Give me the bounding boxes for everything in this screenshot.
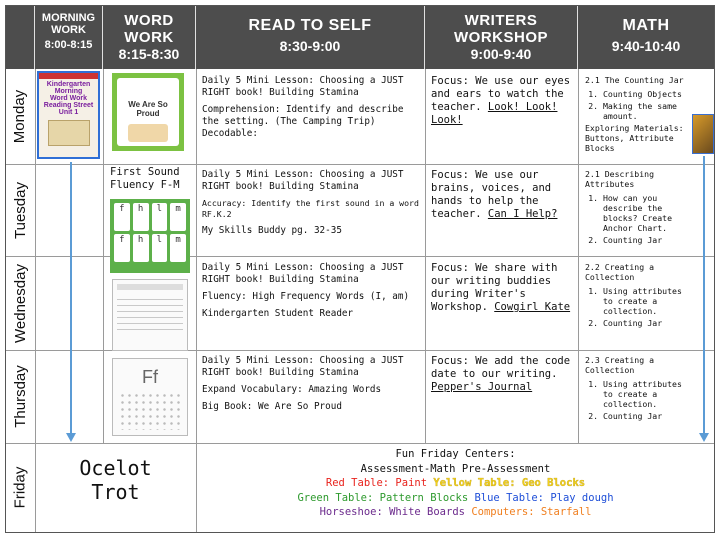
- worksheet-letter: Ff: [142, 367, 158, 387]
- writers-book-link[interactable]: Pepper's Journal: [431, 381, 533, 393]
- letter-card: m: [170, 234, 186, 262]
- math-book-image: [692, 114, 714, 154]
- read-to-self-wednesday: Daily 5 Mini Lesson: Choosing a JUST RIGHT book! Building Stamina Fluency: High Frequency Words (I, am) Kindergarten Student Reader: [202, 262, 410, 319]
- center-yellow-table: Yellow Table: Geo Blocks: [433, 477, 586, 489]
- center-green-table: Green Table: Pattern Blocks: [297, 491, 469, 504]
- read-to-self-tuesday: Daily 5 Mini Lesson: Choosing a JUST RIGHT book! Building Stamina Accuracy: Identify the first sound in a word RF.K.2 My Skills Buddy pg. 32-35: [202, 169, 419, 236]
- friday-event: Ocelot Trot: [79, 456, 152, 504]
- header-math-title: MATH: [622, 17, 670, 34]
- header-writers-title: WRITERS WORKSHOP: [454, 12, 548, 46]
- word-work-book-title: We Are So Proud: [128, 100, 168, 118]
- letter-card: m: [170, 203, 186, 231]
- header-corner: [6, 6, 35, 69]
- center-blue-table: Blue Table: Play dough: [474, 491, 614, 504]
- header-word-work: [103, 6, 196, 69]
- cover-line-3: Word Work: [49, 95, 88, 102]
- letter-card: f: [114, 234, 130, 262]
- day-wednesday: Wednesday: [11, 263, 29, 343]
- read-to-self-thursday: Daily 5 Mini Lesson: Choosing a JUST RIGHT book! Building Stamina Expand Vocabulary: Amazing Words Big Book: We Are So Proud: [202, 355, 404, 412]
- writers-book-link[interactable]: Can I Help?: [487, 208, 558, 220]
- header-writers-workshop: [425, 6, 578, 69]
- friday-centers: [197, 447, 714, 520]
- first-sound-fluency-label: First Sound Fluency F-M: [110, 166, 180, 191]
- day-thursday: Thursday: [11, 365, 29, 428]
- math-arrow: [703, 156, 705, 434]
- header-morning-work: [35, 6, 103, 69]
- math-arrow-head: [699, 433, 709, 442]
- center-horseshoe: Horseshoe: White Boards: [319, 506, 465, 518]
- day-monday: Monday: [11, 89, 29, 144]
- center-red-table: Red Table: Paint: [325, 477, 428, 489]
- header-read-title: READ TO SELF: [248, 17, 372, 34]
- math-wednesday: 2.2 Creating a Collection 1. Using attributes to create a collection. 2. Counting Jar: [585, 262, 695, 330]
- letter-card: h: [133, 203, 149, 231]
- header-math: [578, 6, 714, 69]
- cover-line-5: Unit 1: [58, 109, 79, 116]
- letter-card: l: [152, 203, 168, 231]
- header-morning-time: 8:00-8:15: [44, 39, 93, 51]
- math-thursday: 2.3 Creating a Collection 1. Using attributes to create a collection. 2. Counting Jar: [585, 355, 695, 423]
- centers-assessment: Assessment-Math Pre-Assessment: [360, 462, 551, 475]
- letter-card: l: [152, 234, 168, 262]
- letter-card: h: [133, 234, 149, 262]
- writers-monday: Focus: We use our eyes and ears to watch the teacher. Look! Look! Look!: [431, 75, 571, 126]
- word-work-book-image: [112, 73, 184, 151]
- morning-arrow-head: [66, 433, 76, 442]
- header-word-time: 8:15-8:30: [118, 46, 180, 62]
- header-writers-time: 9:00-9:40: [470, 46, 532, 62]
- header-read-to-self: [196, 6, 425, 69]
- math-tuesday: 2.1 Describing Attributes 1. How can you describe the blocks? Create Anchor Chart. 2. Counting Jar: [585, 169, 695, 247]
- morning-work-cover-image: [37, 71, 100, 159]
- letter-card: f: [114, 203, 130, 231]
- morning-arrow: [70, 162, 72, 434]
- day-tuesday: Tuesday: [11, 181, 29, 239]
- header-read-time: 8:30-9:00: [279, 38, 341, 54]
- cover-line-2: Morning: [54, 88, 83, 95]
- day-friday: Friday: [11, 466, 29, 509]
- worksheet-image-2: [112, 358, 188, 436]
- writers-thursday: Focus: We add the code date to our writing. Pepper's Journal: [431, 355, 571, 393]
- letter-cards-image: [110, 199, 190, 273]
- center-computers: Computers: Starfall: [471, 506, 592, 518]
- header-morning-title: MORNING WORK: [41, 12, 96, 36]
- worksheet-image-1: [112, 279, 188, 351]
- header-math-time: 9:40-10:40: [611, 38, 681, 54]
- writers-book-link[interactable]: Look! Look! Look!: [431, 101, 558, 126]
- math-monday: 2.1 The Counting Jar 1. Counting Objects 2. Making the same amount. Exploring Materials: Buttons, Attribute Blocks: [585, 75, 688, 153]
- cover-line-1: Kindergarten: [46, 81, 91, 88]
- writers-tuesday: Focus: We use our brains, voices, and hands to help the teacher. Can I Help?: [431, 169, 558, 220]
- lesson-plan-grid: [5, 5, 715, 533]
- read-to-self-monday: Daily 5 Mini Lesson: Choosing a JUST RIGHT book! Building Stamina Comprehension: Identify and describe the setting. (The Camping Trip) Decodable:: [202, 75, 404, 139]
- cover-line-4: Reading Street: [43, 102, 94, 109]
- writers-book-link[interactable]: Cowgirl Kate: [494, 301, 571, 313]
- writers-wednesday: Focus: We share with our writing buddies during Writer's Workshop. Cowgirl Kate: [431, 262, 571, 313]
- centers-title: Fun Friday Centers:: [395, 448, 516, 460]
- header-word-title: WORD WORK: [124, 12, 174, 46]
